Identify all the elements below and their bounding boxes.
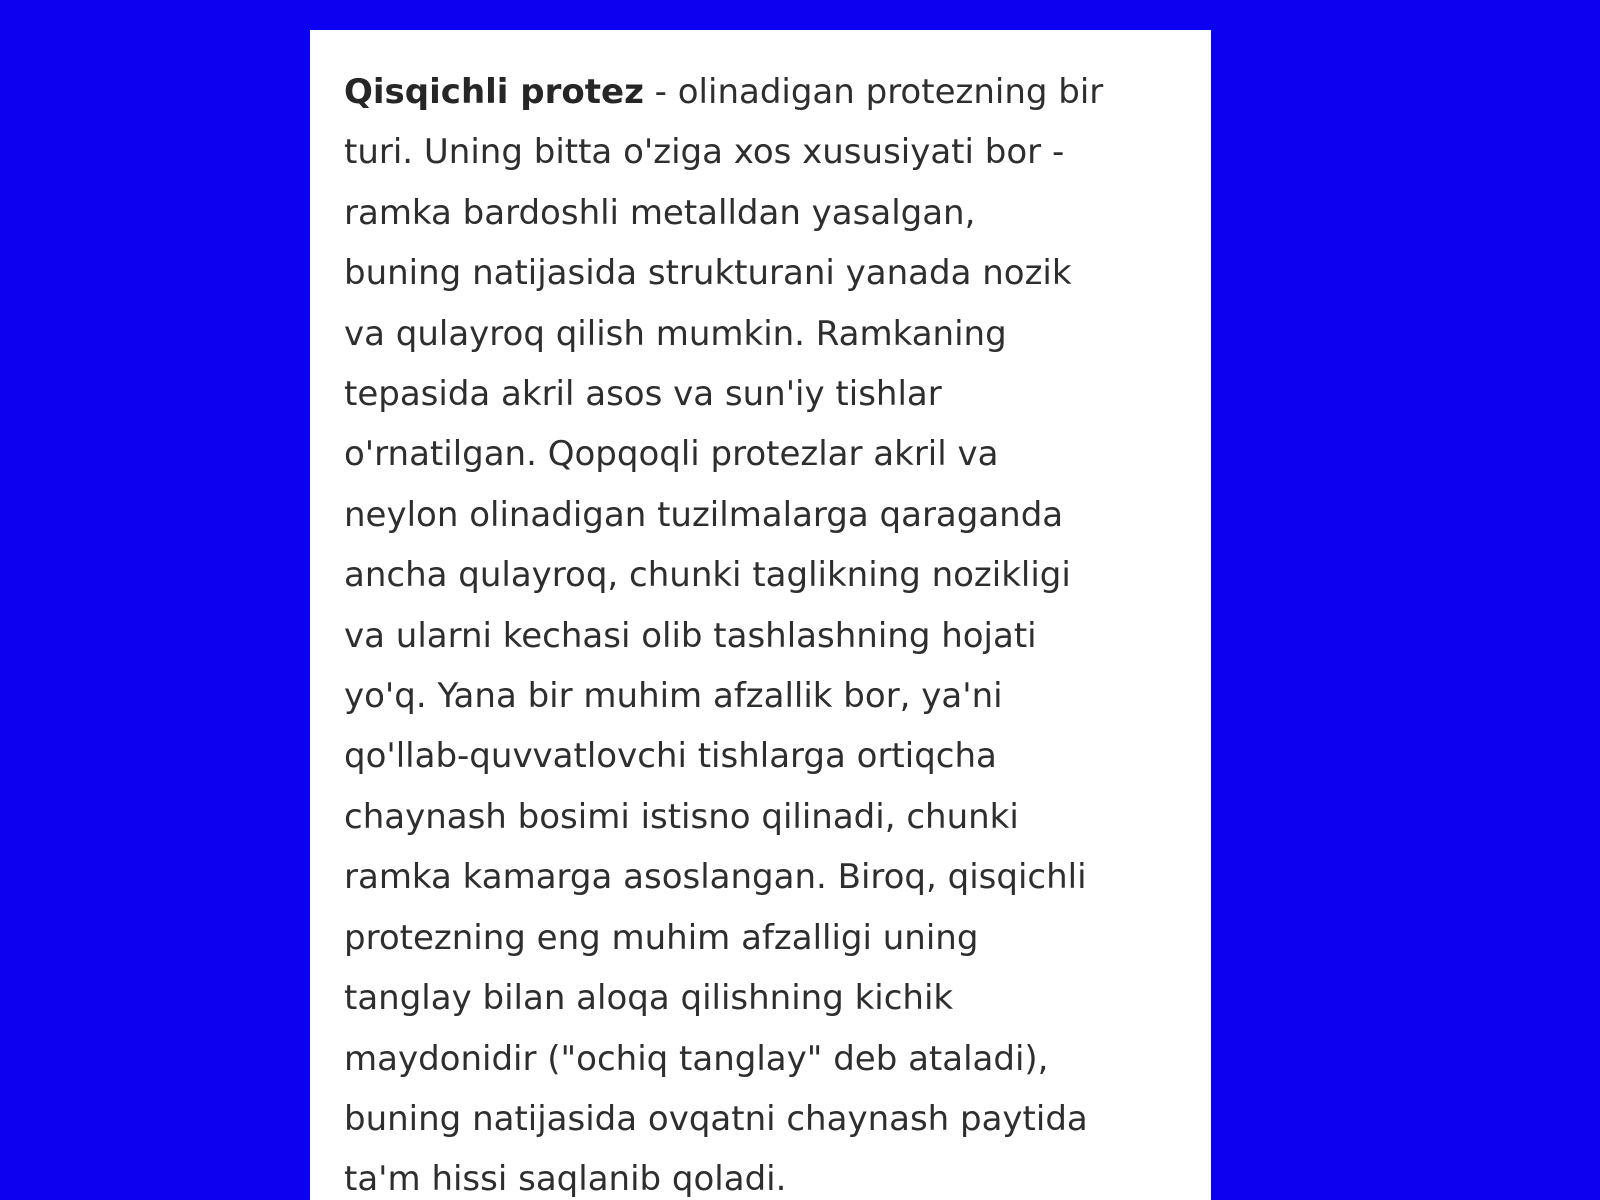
- article-line: buning natijasida strukturani yanada nozik: [344, 253, 1072, 294]
- article-line-text: - olinadigan protezning bir: [643, 72, 1104, 112]
- article-line: ta'm hissi saqlanib qoladi.: [344, 1159, 787, 1200]
- article-line: neylon olinadigan tuzilmalarga qaraganda: [344, 494, 1064, 535]
- article-line: qo'llab-quvvatlovchi tishlarga ortiqcha: [344, 736, 997, 777]
- article-term: Qisqichli protez: [344, 72, 644, 112]
- article-line: va qulayroq qilish mumkin. Ramkaning: [344, 313, 1007, 354]
- article-line: yo'q. Yana bir muhim afzallik bor, ya'ni: [344, 676, 1003, 717]
- article-line: maydonidir ("ochiq tanglay" deb ataladi),: [344, 1038, 1049, 1079]
- article-line: ramka kamarga asoslangan. Biroq, qisqichli: [344, 857, 1087, 898]
- article-line: protezning eng muhim afzalligi uning: [344, 917, 979, 958]
- article-line: tepasida akril asos va sun'iy tishlar: [344, 374, 942, 415]
- article-line: ramka bardoshli metalldan yasalgan,: [344, 192, 976, 233]
- article-line: turi. Uning bitta o'ziga xos xususiyati bor -: [344, 132, 1065, 173]
- article-line: [344, 62, 1206, 122]
- article-paragraph: [344, 62, 1206, 1200]
- article-line: chaynash bosimi istisno qilinadi, chunki: [344, 796, 1019, 837]
- article-line: tanglay bilan aloqa qilishning kichik: [344, 978, 954, 1019]
- article-line: va ularni kechasi olib tashlashning hojati: [344, 615, 1037, 656]
- article-line: o'rnatilgan. Qopqoqli protezlar akril va: [344, 434, 999, 475]
- article-card: [310, 30, 1211, 1200]
- article-line: buning natijasida ovqatni chaynash paytida: [344, 1098, 1088, 1139]
- article-line: ancha qulayroq, chunki taglikning nozikligi: [344, 555, 1071, 596]
